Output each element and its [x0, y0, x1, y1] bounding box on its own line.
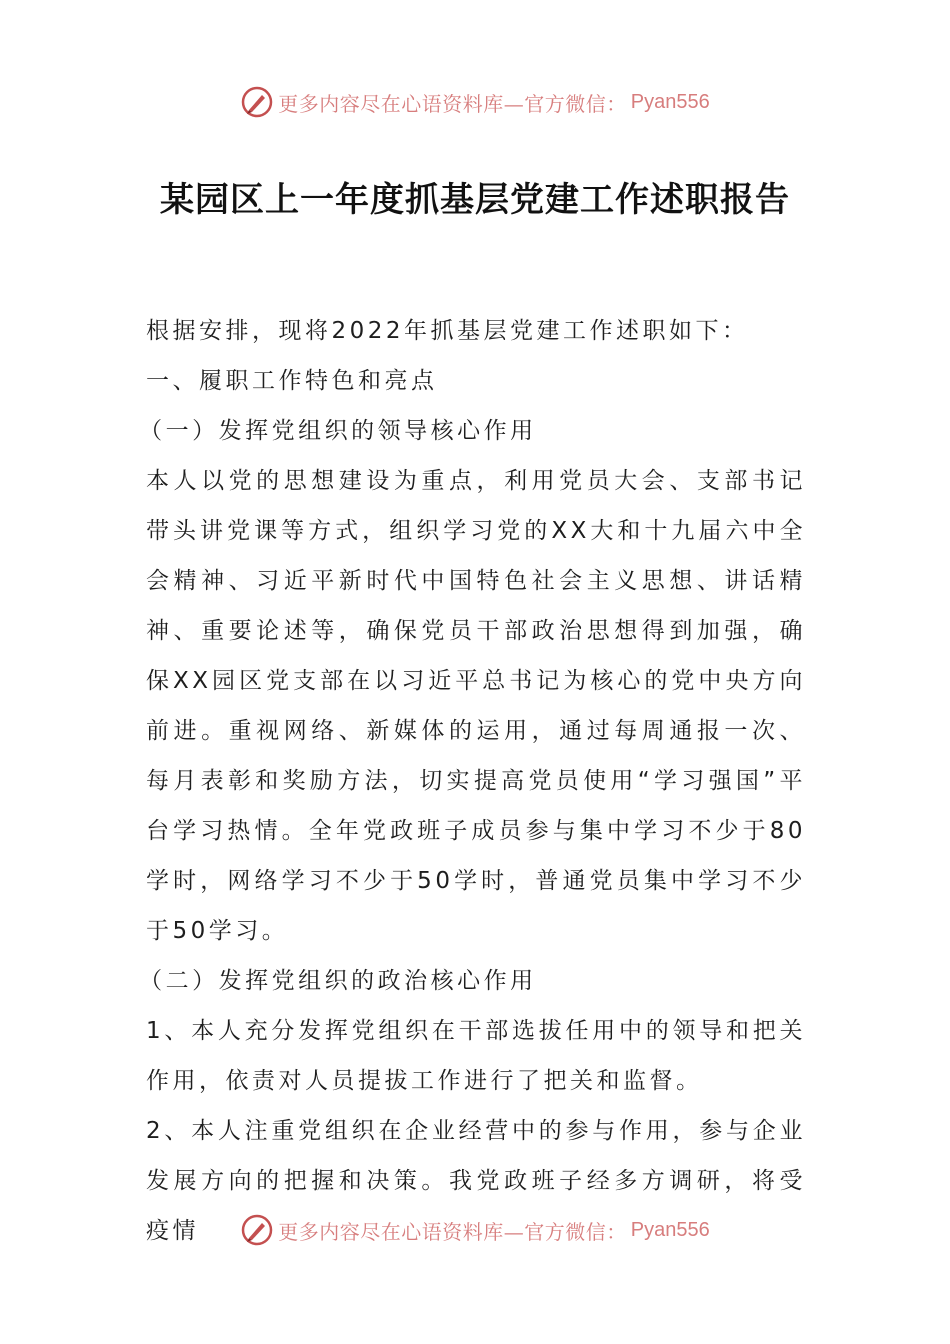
watermark-wechat-id: Pyan556	[630, 1218, 710, 1241]
watermark-text: 更多内容尽在心语资料库—官方微信：	[278, 91, 627, 116]
subsection-heading: （一）发挥党组织的领导核心作用	[139, 418, 537, 444]
pen-logo-icon	[240, 85, 274, 119]
watermark-text: 更多内容尽在心语资料库—官方微信：	[278, 1219, 627, 1244]
watermark-wechat-id: Pyan556	[630, 90, 710, 113]
document-title: 某园区上一年度抓基层党建工作述职报告	[160, 180, 790, 220]
body-paragraph: 本人以党的思想建设为重点，利用党员大会、支部书记带头讲党课等方式，组织学习党的XX大和十九届六中全会精神、习近平新时代中国特色社会主义思想、讲话精神、重要论述等，确保党员干部政治思想得到加强，确保XX园区党支部在以习近平总书记为核心的党中央方向前进。重视网络、新媒体的运用，通过每周通报一次、每月表彰和奖励方法，切实提高党员使用“学习强国”平台学习热情。全年党政班子成员参与集中学习不少于80学时，网络学习不少于50学时，普通党员集中学习不少于50学习。	[146, 468, 806, 944]
intro-paragraph: 根据安排，现将2022年抓基层党建工作述职如下：	[146, 318, 749, 344]
section-heading: 一、履职工作特色和亮点	[146, 368, 438, 394]
document-body	[139, 306, 806, 1256]
pen-logo-icon	[240, 1213, 274, 1247]
body-paragraph: 2、本人注重党组织在企业经营中的参与作用，参与企业发展方向的把握和决策。我党政班子经多方调研，将受疫情	[146, 1118, 806, 1244]
subsection-heading: （二）发挥党组织的政治核心作用	[139, 968, 537, 994]
body-paragraph: 1、本人充分发挥党组织在干部选拔任用中的领导和把关作用，依责对人员提拔工作进行了把关和监督。	[146, 1018, 806, 1094]
watermark-banner-bottom	[0, 1210, 950, 1250]
watermark-banner-top	[0, 82, 950, 122]
